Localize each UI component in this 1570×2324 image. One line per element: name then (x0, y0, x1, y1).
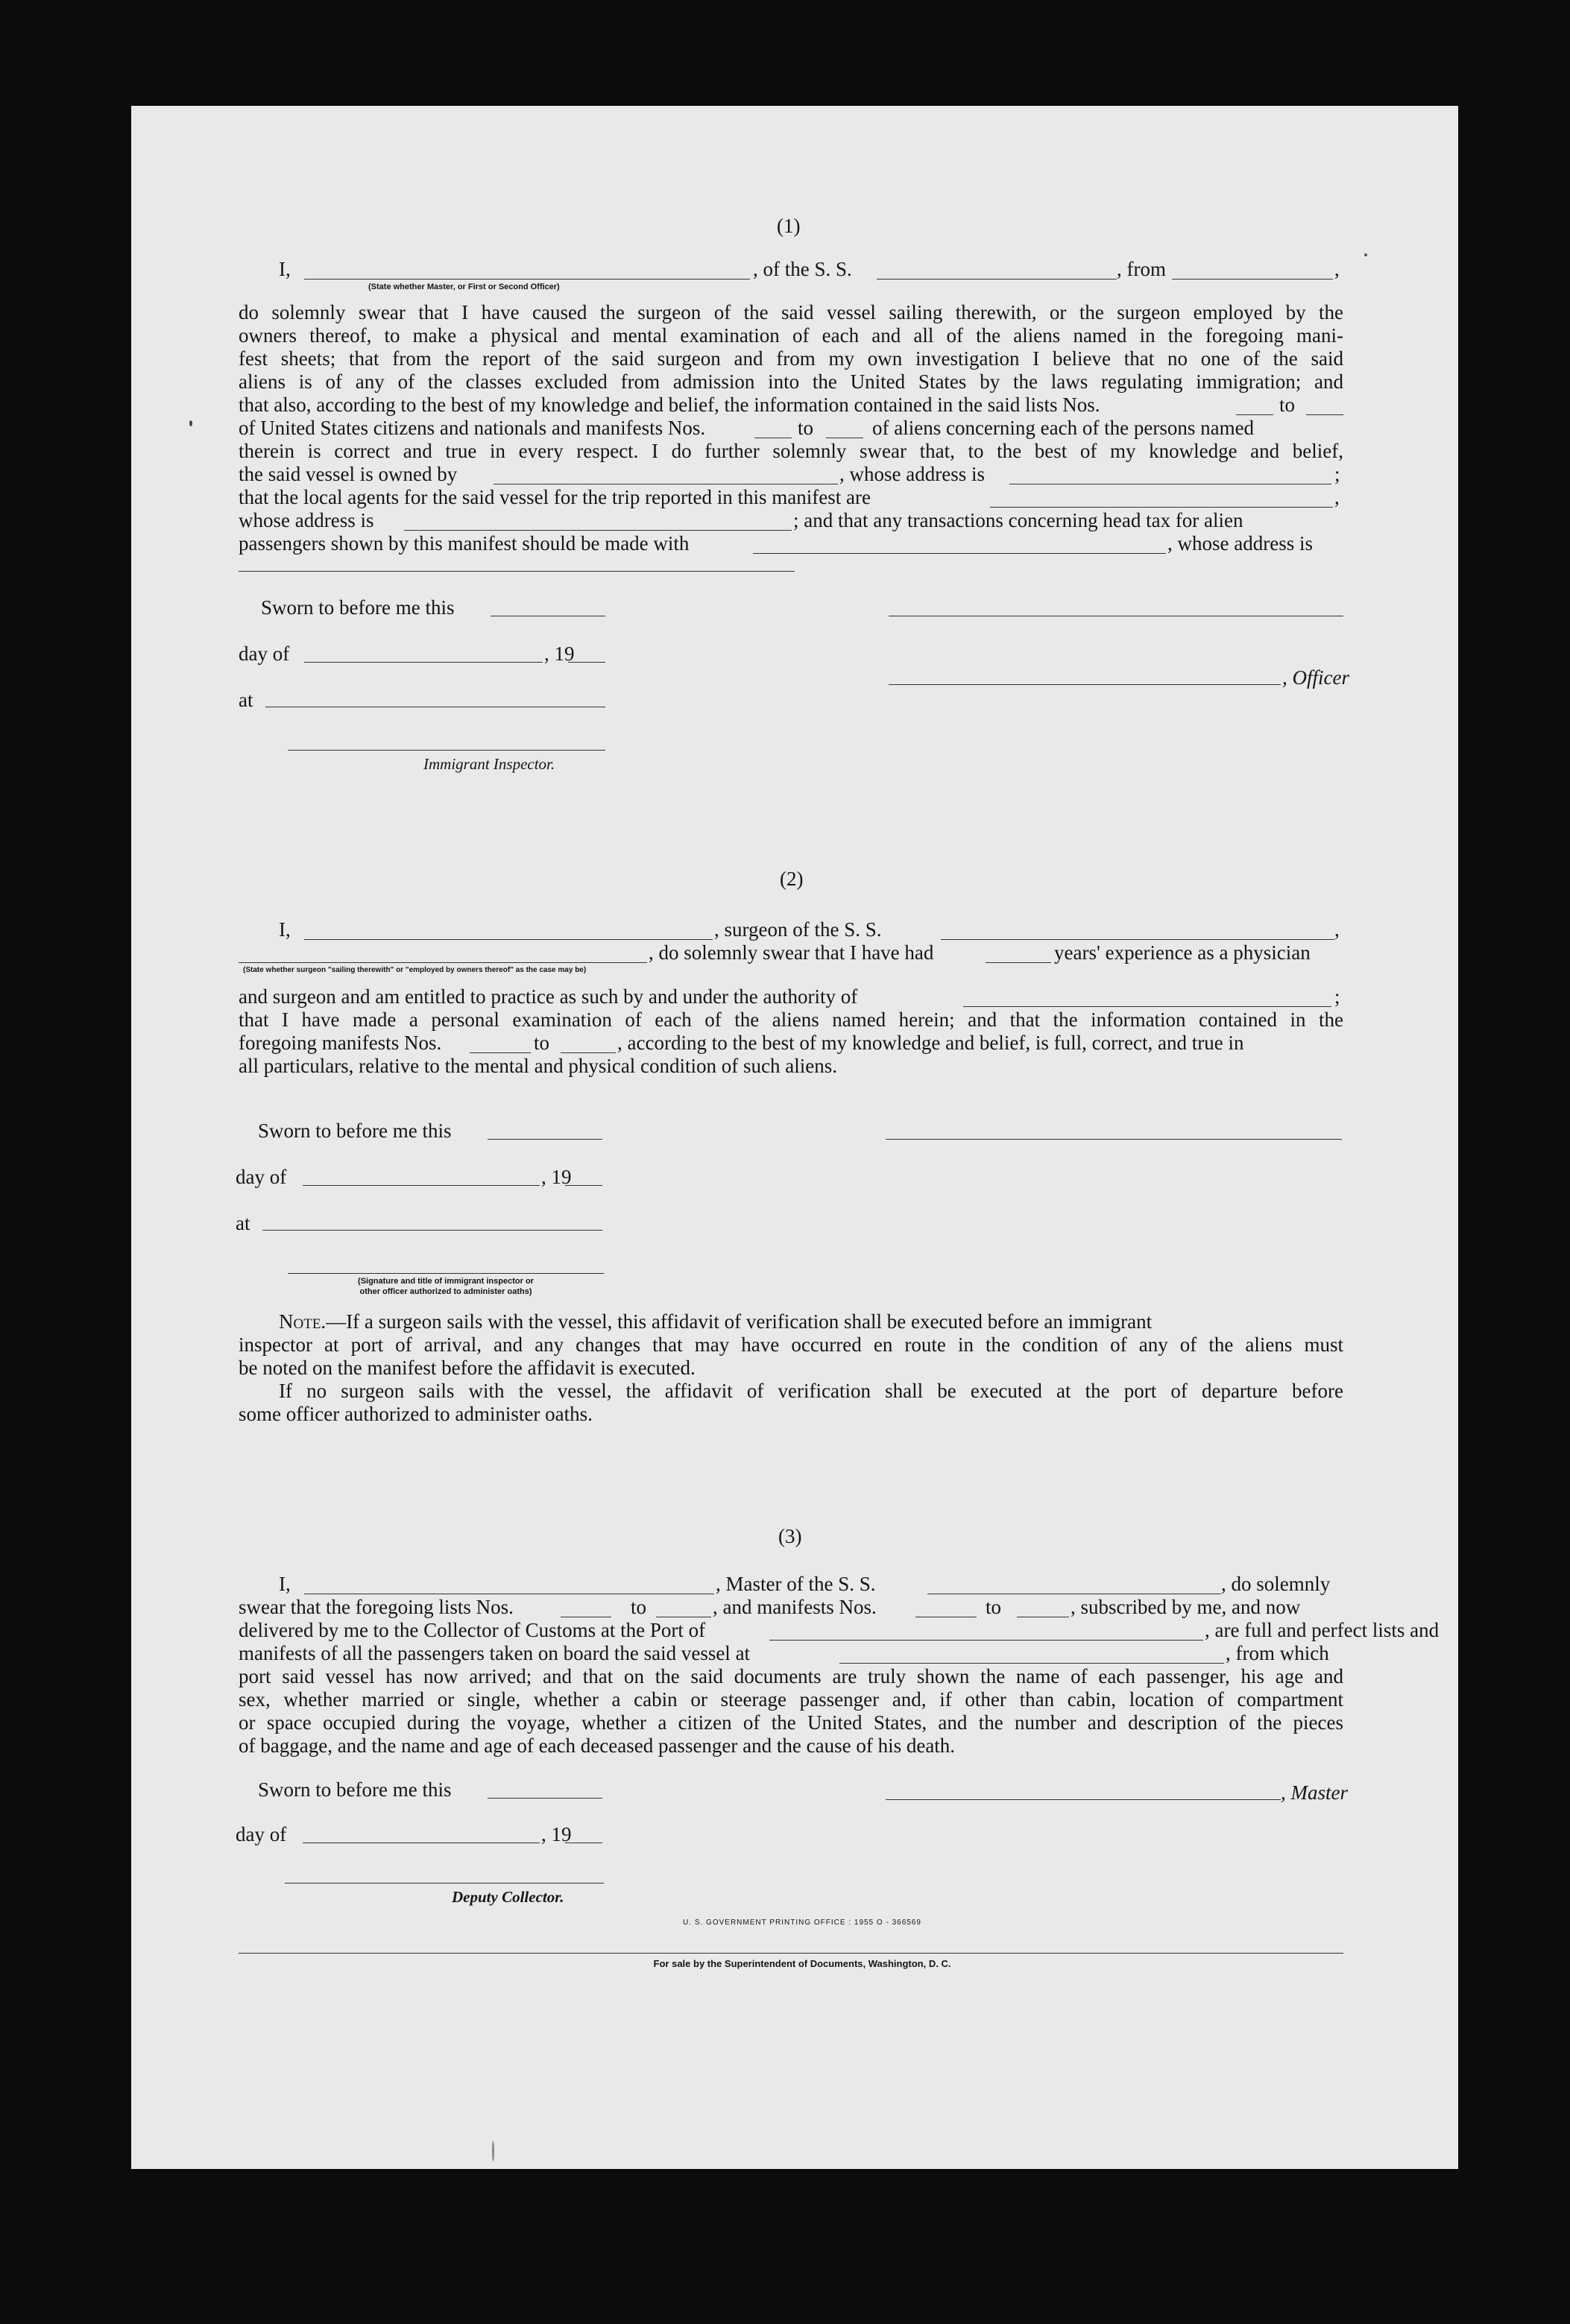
surgeon-hint: (State whether surgeon "sailing therewith" or "employed by owners thereof" as the case may be) (243, 966, 587, 974)
sworn-label: Sworn to before me this (258, 1778, 452, 1801)
year-line[interactable] (565, 1185, 602, 1186)
signature-note-1: (Signature and title of immigrant inspector or (358, 1277, 534, 1286)
s1-line-2: owners thereof, to make a physical and mental examination of each and all of the aliens named in the foregoing mani- (239, 324, 1343, 347)
sale-notice: For sale by the Superintendent of Documents, Washington, D. C. (653, 1958, 951, 1969)
s2-line-4: that I have made a personal examination of each of the aliens named herein; and that the information contained in the (239, 1008, 1343, 1031)
semicolon: ; (1334, 985, 1340, 1008)
day-of-label: day of (239, 642, 290, 665)
manifests-no-to[interactable] (561, 1052, 616, 1053)
officer-title-line[interactable] (889, 684, 1281, 685)
surgeon-status-line[interactable] (239, 962, 647, 963)
s1-line-1: do solemnly swear that I have caused the surgeon of the said vessel sailing therewith, or the surgeon employed by the (239, 301, 1343, 323)
s3-line-3a: delivered by me to the Collector of Customs at the Port of (239, 1619, 706, 1641)
s1-line-3: fest sheets; that from the report of the said surgeon and from my own investigation I believe that no one of the said (239, 347, 1343, 370)
sworn-label: Sworn to before me this (258, 1120, 452, 1142)
i-label: I, (279, 918, 291, 941)
s1-line-10b: ; and that any transactions concerning head tax for alien (793, 509, 1243, 531)
s2-line-2b: years' experience as a physician (1054, 941, 1311, 964)
from-port-line[interactable] (1172, 279, 1333, 280)
note-label: Note. (279, 1310, 327, 1333)
note-line-4: If no surgeon sails with the vessel, the affidavit of verification shall be executed at the port of departure before (279, 1380, 1343, 1402)
sworn-label: Sworn to before me this (261, 596, 455, 619)
s3-line-2c: , subscribed by me, and now (1071, 1596, 1301, 1618)
head-tax-line[interactable] (753, 553, 1166, 554)
s1-line-6b: of aliens concerning each of the persons named (872, 417, 1255, 439)
day-of-label: day of (236, 1823, 287, 1845)
paper-speck (492, 2141, 494, 2162)
section-3-heading: (3) (778, 1525, 802, 1547)
authority-line[interactable] (963, 1006, 1331, 1007)
owned-by-label: the said vessel is owned by (239, 463, 458, 485)
form-page (131, 106, 1458, 2169)
surgeon-name-line[interactable] (304, 939, 713, 940)
agents-address-line[interactable] (404, 530, 792, 531)
note-line-5: some officer authorized to administer oaths. (239, 1403, 593, 1425)
boarding-port-line[interactable] (839, 1663, 1224, 1664)
from-label: , from (1117, 258, 1166, 280)
note-text-1: If a surgeon sails with the vessel, this affidavit of verification shall be executed before an immigrant (346, 1310, 1153, 1333)
year-line[interactable] (568, 662, 605, 663)
inspector-signature-line[interactable] (288, 1273, 604, 1274)
s2-line-2a: , do solemnly swear that I have had (649, 941, 934, 964)
i-label: I, (279, 258, 291, 280)
footer-rule (239, 1953, 1343, 1954)
deputy-label: Deputy Collector. (452, 1888, 564, 1906)
years-line[interactable] (986, 962, 1051, 963)
inspector-label: Immigrant Inspector. (423, 755, 555, 773)
s2-line-5b: , according to the best of my knowledge and belief, is full, correct, and true in (617, 1032, 1244, 1054)
port-line[interactable] (769, 1640, 1203, 1641)
surgeon-signature-line[interactable] (886, 1139, 1342, 1140)
agents-line[interactable] (990, 507, 1333, 508)
to-label: to (1279, 394, 1296, 416)
year-label: , 19 (544, 642, 575, 665)
semicolon: ; (1334, 463, 1340, 485)
paper-speck (189, 420, 192, 426)
head-tax-label: passengers shown by this manifest should be made with (239, 532, 690, 555)
to-label: to (798, 417, 814, 439)
note-dash: — (326, 1310, 347, 1333)
ship-name-line[interactable] (877, 279, 1117, 280)
whose-address-label: , whose address is (839, 463, 985, 485)
signature-note-2: other officer authorized to administer oaths) (359, 1287, 532, 1296)
section-2-heading: (2) (780, 868, 804, 890)
master-of-label: , Master of the S. S. (716, 1573, 876, 1595)
at-label: at (236, 1212, 250, 1234)
solemnly-label: , do solemnly (1221, 1573, 1331, 1595)
s3-line-2a: swear that the foregoing lists Nos. (239, 1596, 514, 1618)
whose-address-label: , whose address is (1167, 532, 1313, 555)
inspector-signature-line[interactable] (288, 750, 605, 751)
note-line-3: be noted on the manifest before the affidavit is executed. (239, 1357, 696, 1379)
s3-line-8: of baggage, and the name and age of each deceased passenger and the cause of his death. (239, 1734, 956, 1757)
s3-line-7: or space occupied during the voyage, whether a citizen of the United States, and the number and description of the pieces (239, 1711, 1343, 1734)
lists-no-to[interactable] (1306, 414, 1343, 415)
s3-line-6: sex, whether married or single, whether a cabin or steerage passenger and, if other than cabin, location of compartment (239, 1688, 1343, 1711)
to-label: to (534, 1032, 550, 1054)
year-label: , 19 (541, 1166, 572, 1188)
surgeon-of-label: , surgeon of the S. S. (714, 918, 882, 941)
to-label: to (631, 1596, 647, 1618)
day-of-line[interactable] (303, 1185, 540, 1186)
master-signature-line[interactable] (886, 1799, 1281, 1800)
comma: , (1334, 258, 1340, 280)
officer-label: , Officer (1282, 666, 1349, 689)
comma: , (1334, 918, 1340, 941)
to-label: to (986, 1596, 1002, 1618)
note-line-1 (279, 1310, 1343, 1333)
s1-line-7: therein is correct and true in every respect. I do further solemnly swear that, to the best of my knowledge and belief, (239, 440, 1343, 462)
section-1-heading: (1) (777, 215, 801, 237)
day-of-label: day of (236, 1166, 287, 1188)
gpo-imprint: U. S. GOVERNMENT PRINTING OFFICE : 1955 O - 366569 (683, 1919, 921, 1927)
at-line[interactable] (262, 1230, 602, 1231)
s3-line-2b: , and manifests Nos. (713, 1596, 877, 1618)
s2-line-6: all particulars, relative to the mental and physical condition of such aliens. (239, 1055, 837, 1077)
at-label: at (239, 689, 253, 711)
year-label: , 19 (541, 1823, 572, 1845)
officer-hint: (State whether Master, or First or Second Officer) (368, 282, 560, 291)
s3-line-4b: , from which (1226, 1642, 1329, 1664)
sworn-day-line[interactable] (488, 1139, 602, 1140)
sworn-day-line[interactable] (488, 1798, 602, 1799)
s2-line-5a: foregoing manifests Nos. (239, 1032, 442, 1054)
i-label: I, (279, 1573, 291, 1595)
officer-name-line[interactable] (304, 279, 750, 280)
whose-address-label: whose address is (239, 509, 374, 531)
paper-speck (1364, 253, 1367, 256)
note-line-2: inspector at port of arrival, and any changes that may have occurred en route in the condition of any of the aliens must (239, 1333, 1343, 1356)
ship-name-line[interactable] (941, 939, 1334, 940)
s2-line-3a: and surgeon and am entitled to practice as such by and under the authority of (239, 985, 858, 1008)
s1-line-6a: of United States citizens and nationals and manifests Nos. (239, 417, 706, 439)
head-tax-address-line[interactable] (239, 571, 795, 572)
manifests-no-from[interactable] (470, 1052, 531, 1053)
of-ss-label: , of the S. S. (753, 258, 852, 280)
s3-line-4a: manifests of all the passengers taken on board the said vessel at (239, 1642, 751, 1664)
comma: , (1334, 486, 1340, 508)
lists-no-from[interactable] (1236, 414, 1273, 415)
agents-label: that the local agents for the said vessel for the trip reported in this manifest are (239, 486, 871, 508)
master-label: , Master (1281, 1781, 1348, 1804)
s1-line-5: that also, according to the best of my knowledge and belief, the information contained in the said lists Nos. (239, 394, 1100, 416)
s1-line-4: aliens is of any of the classes excluded from admission into the United States by the laws regulating immigration; and (239, 370, 1343, 393)
day-of-line[interactable] (304, 662, 543, 663)
s3-line-5: port said vessel has now arrived; and that on the said documents are truly shown the name of each passenger, his age and (239, 1665, 1343, 1687)
s3-line-3b: , are full and perfect lists and (1205, 1619, 1440, 1641)
